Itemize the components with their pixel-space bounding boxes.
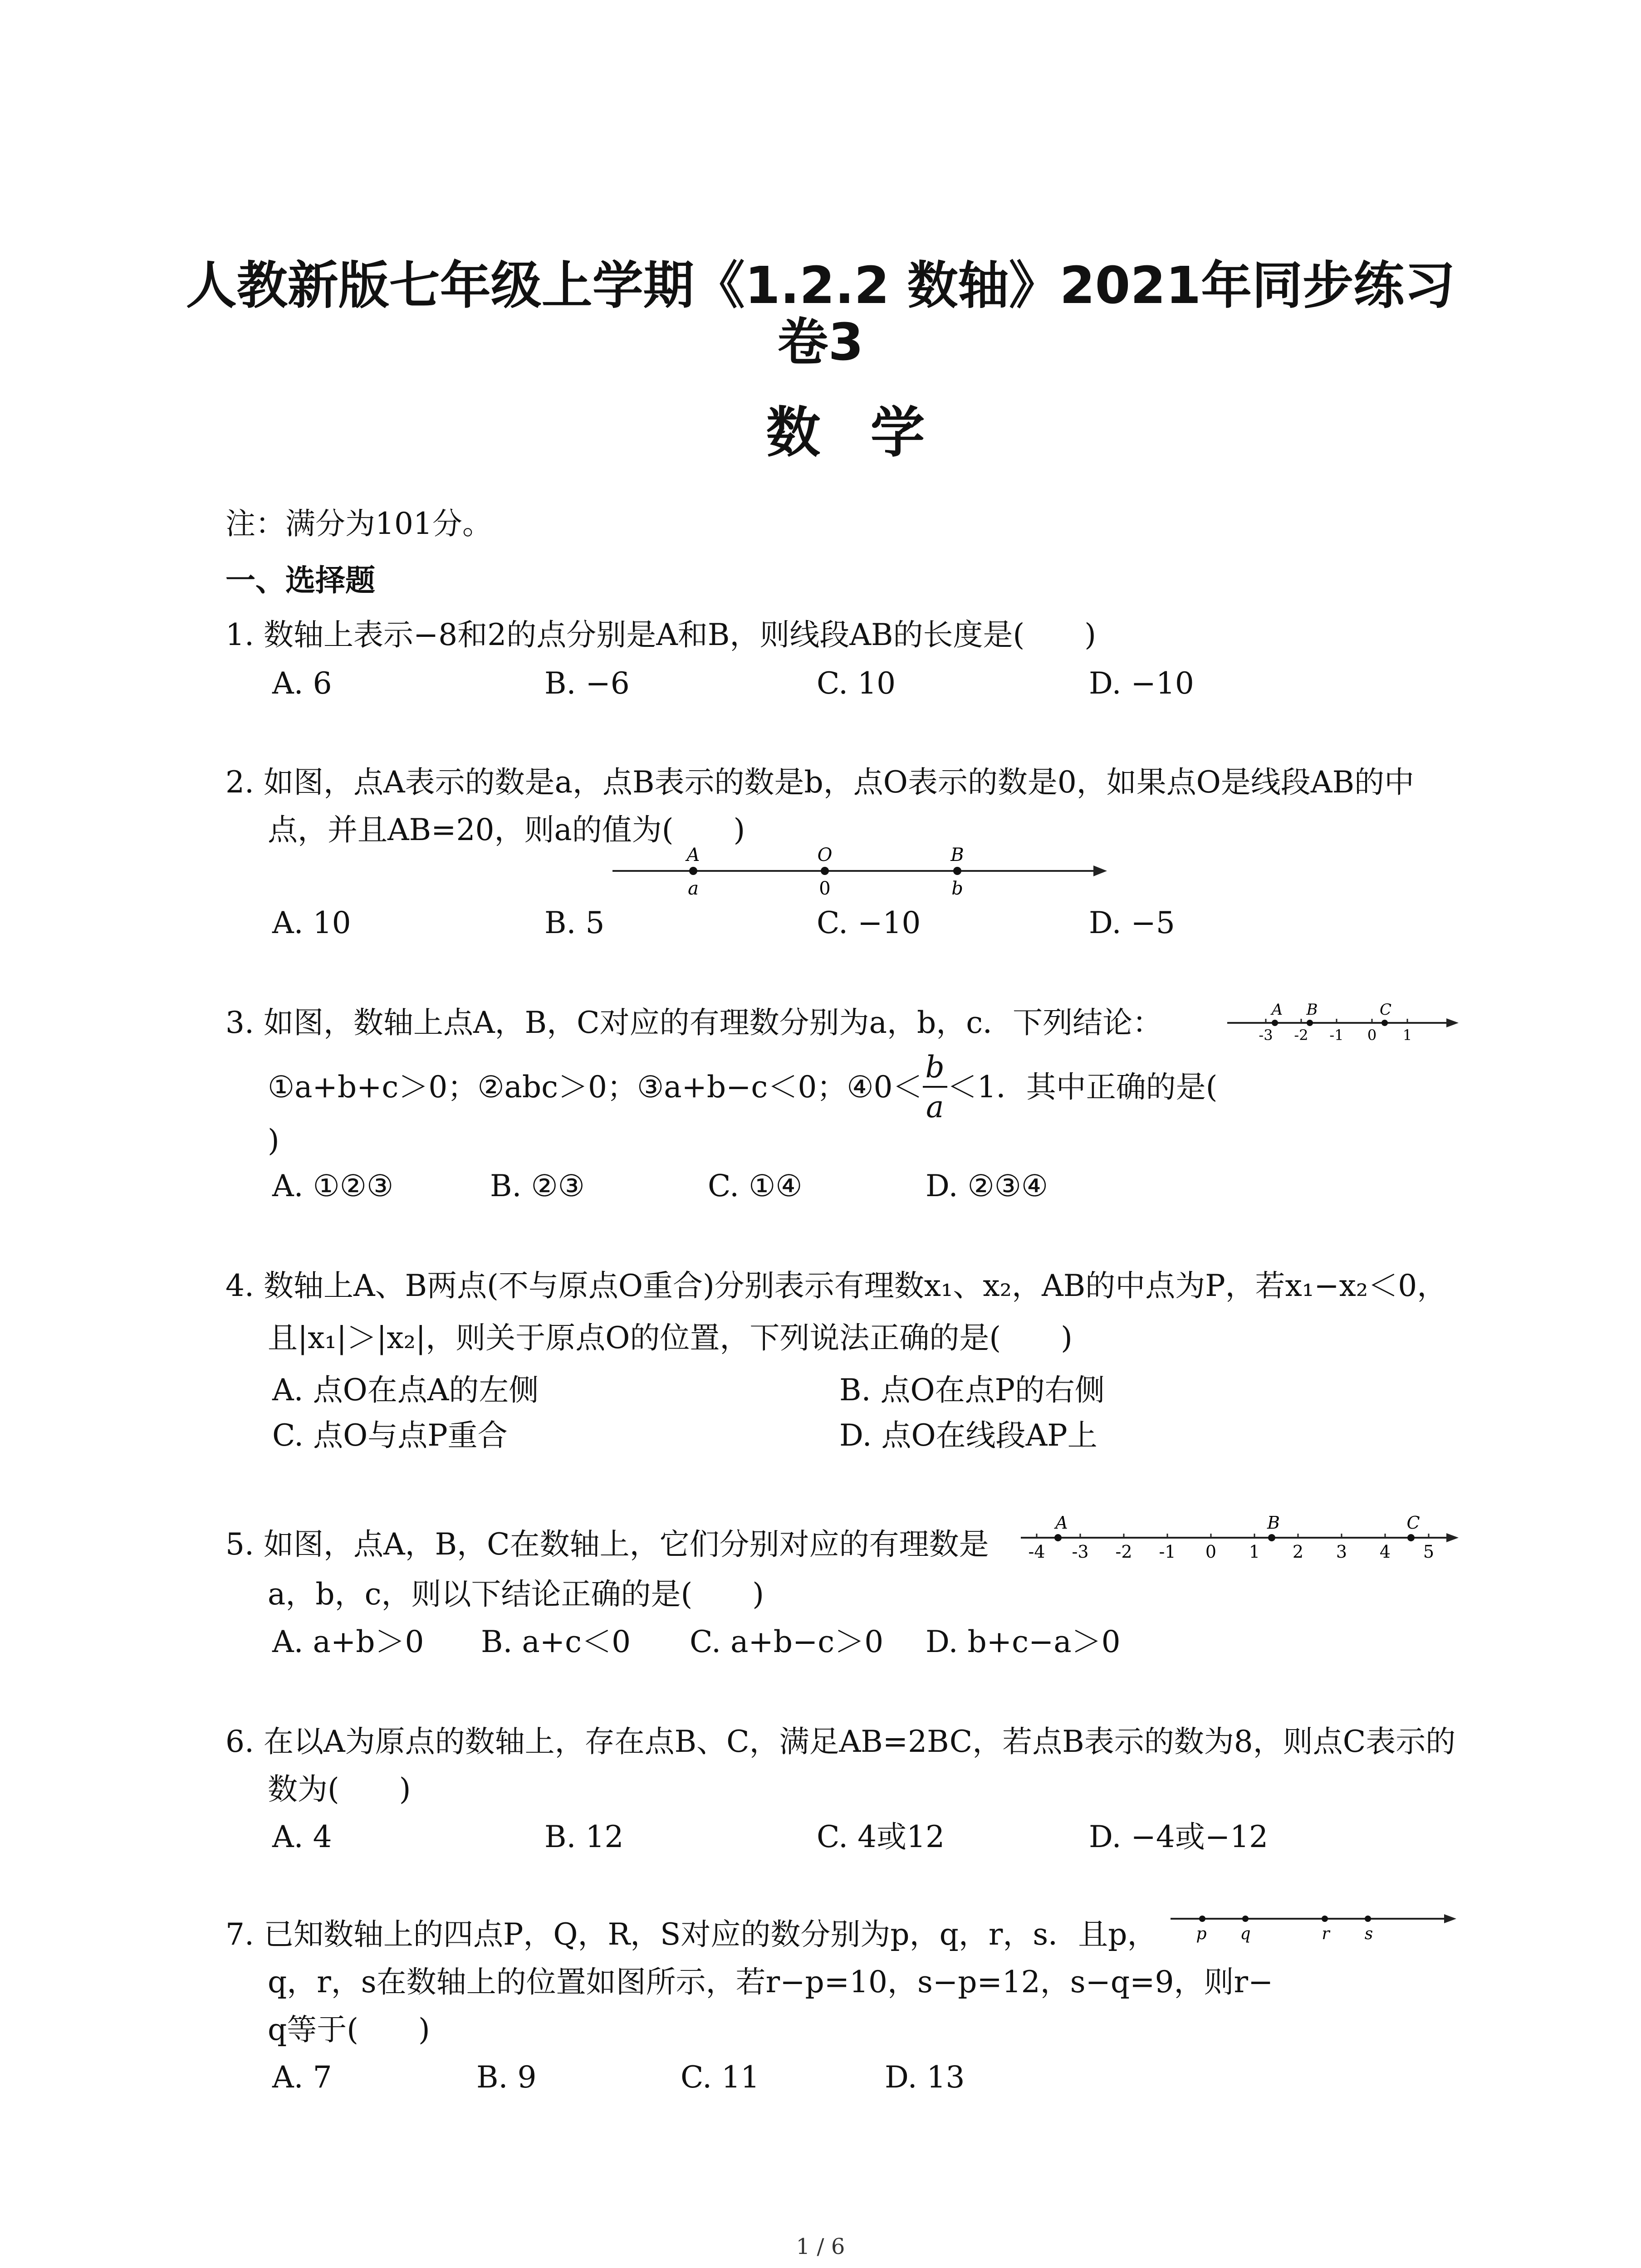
q2-axis-arrow [1093,865,1107,876]
q6-option-b: B. 12 [544,1819,624,1854]
q4-option-a: A. 点O在点A的左侧 [272,1373,539,1408]
q1-option-b: B. −6 [544,666,630,701]
q7-number-line-figure [1166,1901,1461,1950]
q3-tick-label-3: 0 [1367,1026,1377,1044]
q3-fraction-denominator: a [926,1090,944,1124]
q5-point-a [1054,1534,1062,1541]
q5-tick-label-4: 0 [1205,1542,1217,1562]
q3-fraction-numerator: b [923,1052,947,1088]
question-7-line3: q等于( ) [268,2012,430,2047]
q3-question-tail: ＜1．其中正确的是( [947,1070,1218,1105]
question-5-line2: a，b，c，则以下结论正确的是( ) [268,1577,764,1612]
q2-option-b: B. 5 [544,905,605,940]
q2-value-o: 0 [819,878,831,899]
q5-option-c: C. a+b−c＞0 [690,1624,884,1659]
q6-option-d: D. −4或−12 [1089,1819,1269,1854]
q7-point-p [1199,1916,1205,1922]
q5-tick-label-3: -1 [1159,1542,1176,1562]
question-1-text: 1. 数轴上表示−8和2的点分别是A和B，则线段AB的长度是( ) [225,617,1097,652]
q1-option-d: D. −10 [1089,666,1194,701]
question-6-line2: 数为( ) [268,1772,411,1807]
q5-option-a: A. a+b＞0 [272,1624,424,1659]
q4-option-d: D. 点O在线段AP上 [839,1418,1097,1453]
q5-number-line-figure [1016,1513,1461,1572]
question-4-line1: 4. 数轴上A、B两点(不与原点O重合)分别表示有理数x₁、x₂，AB的中点为P，若x₁−x₂＜0， [225,1268,1447,1303]
q5-tick-label-2: -2 [1115,1542,1132,1562]
q2-point-b [953,867,961,875]
q3-point-c [1381,1020,1388,1026]
question-3-line1: 3. 如图，数轴上点A，B，C对应的有理数分别为a，b，c．下列结论： [225,1005,1163,1040]
q2-value-a: a [688,878,699,899]
q7-option-d: D. 13 [885,2060,965,2095]
question-3-line3: ) [268,1123,279,1158]
q3-axis-arrow [1446,1018,1459,1027]
score-note: 注：满分为101分。 [225,506,492,541]
question-7-line1: 7. 已知数轴上的四点P，Q，R，S对应的数分别为p，q，r，s．且p， [225,1917,1157,1952]
q7-option-c: C. 11 [681,2060,760,2095]
q2-label-b: B [950,845,964,865]
q7-label-p: p [1196,1925,1207,1943]
q2-option-d: D. −5 [1089,905,1175,940]
q5-tick-label-0: -4 [1028,1542,1045,1562]
q7-point-r [1322,1916,1328,1922]
q3-label-a: A [1271,1001,1283,1019]
question-4-line2: 且|x₁|＞|x₂|，则关于原点O的位置，下列说法正确的是( ) [268,1320,1073,1355]
page-number: 1 / 6 [796,2234,845,2259]
q5-tick-label-1: -3 [1072,1542,1089,1562]
q3-tick-label-2: -1 [1329,1026,1344,1044]
q7-point-s [1365,1916,1371,1922]
q7-axis-arrow [1444,1914,1456,1923]
q3-option-d: D. ②③④ [926,1168,1048,1203]
q7-label-r: r [1322,1925,1330,1943]
question-3-line2 [268,1052,1218,1122]
q3-label-c: C [1379,1001,1392,1019]
q1-option-c: C. 10 [817,666,896,701]
q7-point-q [1242,1916,1249,1922]
q2-value-b: b [951,878,963,899]
q2-label-o: O [817,845,833,865]
page-title-line1: 人教新版七年级上学期《1.2.2 数轴》2021年同步练习 [186,256,1455,315]
q5-tick-label-8: 4 [1379,1542,1391,1562]
q2-point-a [689,867,697,875]
question-7-line2: q，r，s在数轴上的位置如图所示，若r−p=10，s−p=12，s−q=9，则r− [268,1965,1274,1999]
q5-option-d: D. b+c−a＞0 [926,1624,1121,1659]
q5-point-c [1407,1534,1415,1541]
question-2-line1: 2. 如图，点A表示的数是a，点B表示的数是b，点O表示的数是0，如果点O是线段AB的中 [225,765,1415,800]
q5-label-b: B [1267,1513,1280,1533]
q7-option-a: A. 7 [272,2060,332,2095]
subject-title: 数学 [766,401,975,464]
q2-number-line-figure [608,844,1112,912]
q2-point-o [821,867,829,875]
q7-label-q: q [1240,1925,1251,1943]
q5-tick-label-5: 1 [1249,1542,1260,1562]
q7-option-b: B. 9 [476,2060,537,2095]
q2-option-a: A. 10 [272,905,351,940]
q3-label-b: B [1306,1001,1318,1019]
q5-point-b [1268,1534,1275,1541]
q5-label-c: C [1406,1513,1420,1533]
q5-tick-label-6: 2 [1292,1542,1304,1562]
q3-option-a: A. ①②③ [272,1168,394,1203]
q7-label-s: s [1364,1925,1373,1943]
q5-tick-label-9: 5 [1423,1542,1435,1562]
question-2-line2: 点，并且AB=20，则a的值为( ) [268,812,745,847]
question-5-line1: 5. 如图，点A，B，C在数轴上，它们分别对应的有理数是 [225,1527,989,1562]
question-6-line1: 6. 在以A为原点的数轴上，存在点B、C，满足AB=2BC，若点B表示的数为8，则点C表示的 [225,1724,1456,1759]
q6-option-c: C. 4或12 [817,1819,945,1854]
q3-point-b [1307,1020,1313,1026]
q4-option-c: C. 点O与点P重合 [272,1418,508,1453]
q3-point-a [1272,1020,1278,1026]
q3-number-line-figure [1225,1000,1461,1050]
q4-option-b: B. 点O在点P的右侧 [839,1373,1105,1408]
q3-tick-label-0: -3 [1259,1026,1273,1044]
q2-label-a: A [686,845,700,865]
q3-fraction [923,1052,947,1122]
q5-label-a: A [1055,1513,1068,1533]
q1-option-a: A. 6 [272,666,332,701]
q3-tick-label-1: -2 [1294,1026,1308,1044]
q3-tick-label-4: 1 [1402,1026,1412,1044]
q3-option-b: B. ②③ [490,1168,585,1203]
q3-conclusions: ①a+b+c＞0；②abc＞0；③a+b−c＜0；④0＜ [268,1070,923,1105]
q6-option-a: A. 4 [272,1819,332,1854]
q2-option-c: C. −10 [817,905,921,940]
page-title-line2: 卷3 [777,313,864,372]
q5-axis-arrow [1446,1533,1459,1542]
section-heading: 一、选择题 [225,563,375,598]
q5-tick-label-7: 3 [1336,1542,1347,1562]
q5-option-b: B. a+c＜0 [481,1624,631,1659]
q3-option-c: C. ①④ [708,1168,803,1203]
